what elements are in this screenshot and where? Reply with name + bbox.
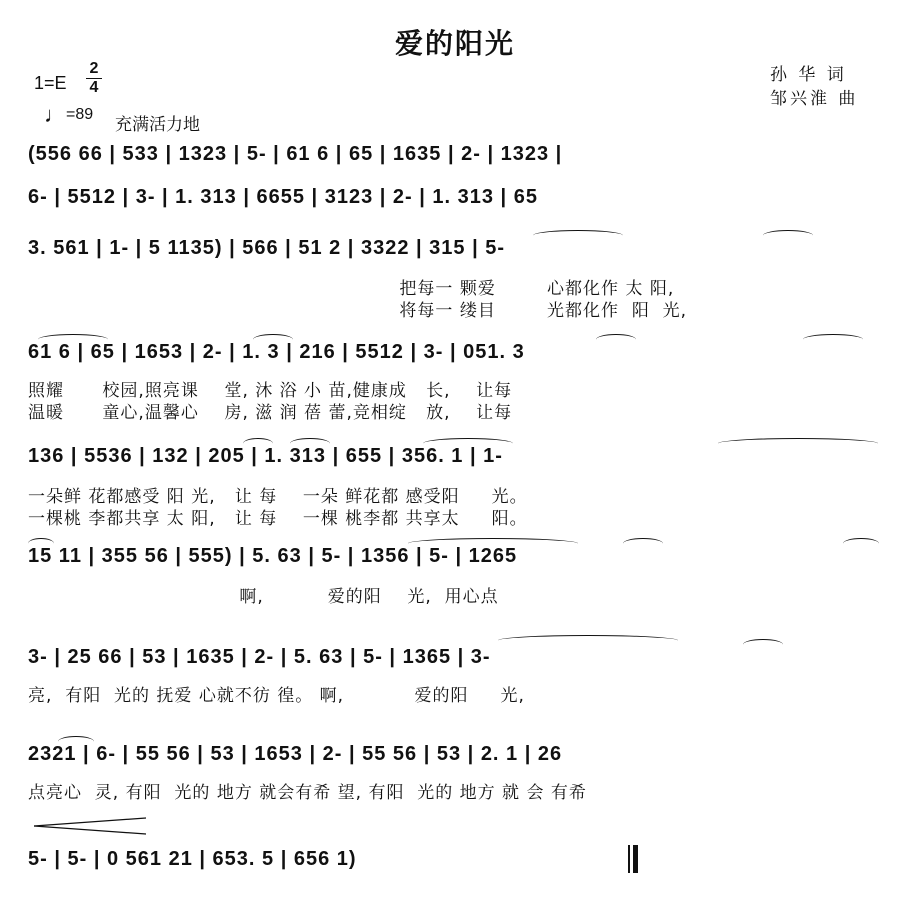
time-signature-top: 2 <box>89 60 99 77</box>
quarter-note-icon: ♩ <box>44 102 66 127</box>
lyrics-verse-2: 温暖 童心,温馨心 房, 滋 润 蓓 蕾,竞相绽 放, 让每 <box>28 403 513 423</box>
lyrics-verse-1: 照耀 校园,照亮课 堂, 沐 浴 小 苗,健康成 长, 让每 <box>28 381 513 401</box>
score-system-4 <box>28 338 884 423</box>
slur-mark <box>58 736 94 747</box>
time-signature-bottom: 4 <box>89 79 99 96</box>
score-system-1 <box>28 140 884 172</box>
slur-mark <box>243 438 273 449</box>
score-system-6 <box>28 542 884 606</box>
slur-mark <box>498 635 678 646</box>
lyrics-verse-2: 一棵桃 李都共享 太 阳, 让 每 一棵 桃李都 共享太 阳。 <box>28 509 528 529</box>
notation-line: 3- | 25 66 | 53 | 1635 | 2- | 5. 63 | 5- | 1365 | 3- <box>28 645 491 668</box>
notation-line: (556 66 | 533 | 1323 | 5- | 61 6 | 65 | 1635 | 2- | 1323 | <box>28 142 563 165</box>
lyrics-verse-1: 一朵鲜 花都感受 阳 光, 让 每 一朵 鲜花都 感受阳 光。 <box>28 487 528 507</box>
key-signature: 1=E <box>34 73 67 93</box>
decrescendo-hairpin-icon <box>34 816 146 836</box>
hairpin-lower-line <box>34 826 146 834</box>
score-system-7 <box>28 643 884 709</box>
score-system-3 <box>28 234 884 321</box>
score-system-8 <box>28 740 884 806</box>
tempo-value: =89 <box>66 106 94 123</box>
time-signature <box>86 60 102 97</box>
notation-line: 136 | 5536 | 132 | 205 | 1. 313 | 655 | 356. 1 | 1- <box>28 444 503 467</box>
slur-mark <box>38 334 108 345</box>
lyrics-verse-2: 将每一 缕目 光都化作 阳 光, <box>28 301 688 321</box>
hairpin-upper-line <box>34 818 146 826</box>
lyrics-verse-1: 点亮心 灵, 有阳 光的 地方 就会有希 望, 有阳 光的 地方 就 会 有希 <box>28 783 587 803</box>
slur-mark <box>718 438 878 449</box>
notation-line: 3. 561 | 1- | 5 1135) | 566 | 51 2 | 3322 | 315 | 5- <box>28 236 506 259</box>
expression-marking: 充满活力地 <box>115 115 200 135</box>
notation-line: 5- | 5- | 0 561 21 | 653. 5 | 656 1) <box>28 847 357 870</box>
song-title: 爱的阳光 <box>394 27 515 60</box>
score-system-5 <box>28 442 884 529</box>
slur-mark <box>533 230 623 241</box>
lyrics-verse-1: 把每一 颗爱 心都化作 太 阳, <box>28 279 675 299</box>
score-system-2 <box>28 183 884 215</box>
slur-mark <box>290 438 330 449</box>
slur-mark <box>623 538 663 549</box>
composer-credit: 邹兴淮 曲 <box>770 89 859 109</box>
slur-mark <box>803 334 863 345</box>
slur-mark <box>843 538 879 549</box>
slur-mark <box>28 538 54 549</box>
final-barline <box>628 845 638 873</box>
slur-mark <box>408 538 578 549</box>
lyricist-credit: 孙 华 词 <box>770 65 847 85</box>
notation-line: 61 6 | 65 | 1653 | 2- | 1. 3 | 216 | 5512 | 3- | 051. 3 <box>28 340 525 363</box>
notation-line: 2321 | 6- | 55 56 | 53 | 1653 | 2- | 55 56 | 53 | 2. 1 | 26 <box>28 742 563 765</box>
lyrics-verse-1: 亮, 有阳 光的 抚爱 心就不彷 徨。 啊, 爱的阳 光, <box>28 686 525 706</box>
slur-mark <box>596 334 636 345</box>
slur-mark <box>423 438 513 449</box>
tempo-marking <box>44 102 94 127</box>
slur-mark <box>743 639 783 650</box>
notation-line: 15 11 | 355 56 | 555) | 5. 63 | 5- | 1356 | 5- | 1265 <box>28 544 518 567</box>
slur-mark <box>763 230 813 241</box>
lyrics-verse-1: 啊, 爱的阳 光, 用心点 <box>28 587 499 607</box>
slur-mark <box>253 334 293 345</box>
notation-line: 6- | 5512 | 3- | 1. 313 | 6655 | 3123 | 2- | 1. 313 | 65 <box>28 185 538 208</box>
score-system-9 <box>28 845 884 877</box>
